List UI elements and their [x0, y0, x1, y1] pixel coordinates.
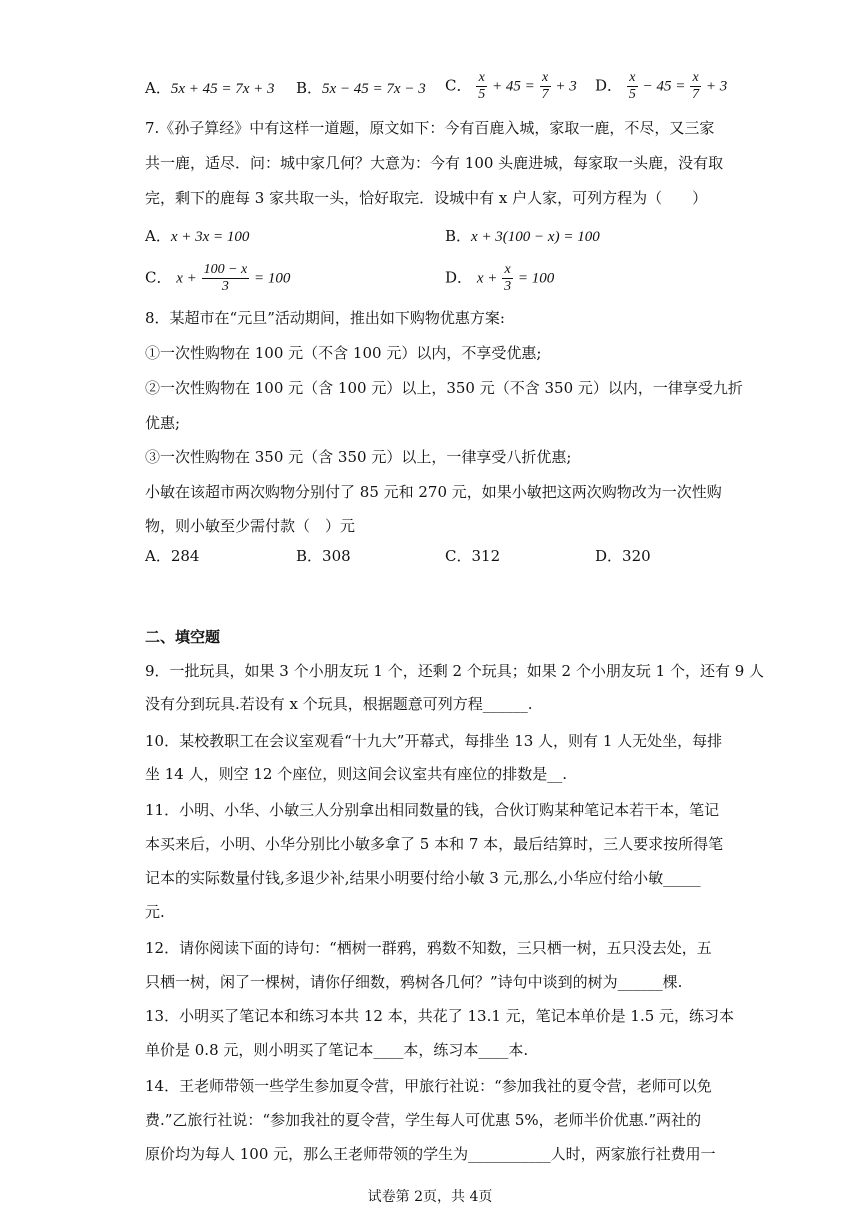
page-footer: 试卷第 2页，共 4页	[367, 1189, 493, 1205]
q9-line-1: 9．一批玩具，如果 3 个小朋友玩 1 个，还剩 2 个玩具；如果 2 个小朋友玩 1 个，还有 9 人	[145, 662, 765, 680]
q10-line-2: 坐 14 人，则空 12 个座位，则这间会议室共有座位的排数是__.	[145, 765, 568, 783]
q6-option-a-equation: 5x + 45 = 7x + 3	[170, 81, 275, 97]
q11-line-3: 记本的实际数量付钱,多退少补,结果小明要付给小敏 3 元,那么,小华应付给小敏_____	[145, 869, 701, 887]
q8-line-6: 小敏在该超市两次购物分别付了 85 元和 270 元，如果小敏把这两次购物改为一次性购	[145, 483, 722, 501]
q12-line-1: 12．请你阅读下面的诗句：“栖树一群鸦，鸦数不知数，三只栖一树，五只没去处，五	[145, 939, 712, 957]
q6-option-d-label: D．	[595, 76, 623, 95]
q7-option-d	[445, 262, 554, 295]
q6-option-a-label: A．	[145, 79, 171, 97]
q7-option-c-label: C．	[145, 268, 172, 287]
q8-line-3: ②一次性购物在 100 元（含 100 元）以上，350 元（不含 350 元）以内，一律享受九折	[145, 379, 743, 397]
q14-line-1: 14．王老师带领一些学生参加夏令营，甲旅行社说：“参加我社的夏令营，老师可以免	[145, 1077, 712, 1095]
q14-line-3: 原价均为每人 100 元，那么王老师带领的学生为___________人时，两家旅行社费用一	[145, 1145, 716, 1163]
q6-c-end: + 3	[555, 78, 577, 95]
q13-line-2: 单价是 0.8 元，则小明买了笔记本____本，练习本____本.	[145, 1041, 529, 1059]
q8-option-d: D．320	[595, 547, 651, 565]
q6-d-fraction-1: $\frac{x}{5}$	[628, 70, 636, 102]
q6-d-end: + 3	[705, 78, 728, 95]
q7-option-a-label: A．	[145, 227, 171, 245]
q6-option-a	[145, 78, 275, 99]
q8-line-7: 物，则小敏至少需付款（ ）元	[145, 517, 356, 535]
q7-option-c	[145, 262, 290, 295]
q7-option-b-label: B．	[445, 227, 472, 245]
q7-option-a-equation: x + 3x = 100	[170, 229, 250, 245]
q6-d-fraction-2: $\frac{x}{7}$	[692, 70, 700, 102]
q7-c-post: = 100	[254, 270, 291, 287]
q6-option-b-label: B．	[296, 79, 323, 97]
q7-line-3: 完，剩下的鹿每 3 家共取一头，恰好取完．设城中有 x 户人家，可列方程为（ ）	[145, 189, 708, 207]
q6-c-fraction-2: $\frac{x}{7}$	[541, 70, 549, 102]
q8-line-5: ③一次性购物在 350 元（含 350 元）以上，一律享受八折优惠;	[145, 448, 572, 466]
q9-line-2: 没有分到玩具.若设有 x 个玩具，根据题意可列方程______.	[145, 695, 533, 713]
q8-option-c: C．312	[445, 547, 501, 565]
q7-option-b-equation: x + 3(100 − x) = 100	[471, 229, 600, 245]
q8-line-1: 8．某超市在“元旦”活动期间，推出如下购物优惠方案:	[145, 309, 505, 327]
q11-line-1: 11．小明、小华、小敏三人分别拿出相同数量的钱，合伙订购某种笔记本若干本，笔记	[145, 801, 720, 819]
q7-c-fraction: $\frac{100 - x}{3}$	[203, 262, 248, 294]
q6-option-b-equation: 5x − 45 = 7x − 3	[322, 81, 426, 97]
q6-option-c	[445, 70, 577, 103]
q6-option-b	[296, 78, 426, 99]
q7-option-a	[145, 226, 249, 247]
q11-line-2: 本买来后，小明、小华分别比小敏多拿了 5 本和 7 本，最后结算时，三人要求按所得笔	[145, 835, 724, 853]
section-title: 二、填空题	[145, 628, 221, 646]
q13-line-1: 13．小明买了笔记本和练习本共 12 本，共花了 13.1 元，笔记本单价是 1.5 元，练习本	[145, 1007, 735, 1025]
q6-c-mid: + 45 =	[492, 78, 535, 95]
q6-c-fraction-1: $\frac{x}{5}$	[478, 70, 486, 102]
q7-d-fraction: $\frac{x}{3}$	[504, 262, 512, 294]
q7-option-d-label: D．	[445, 268, 473, 287]
q10-line-1: 10．某校教职工在会议室观看“十九大”开幕式，每排坐 13 人，则有 1 人无处坐，每排	[145, 732, 723, 750]
q14-line-2: 费.”乙旅行社说：“参加我社的夏令营，学生每人可优惠 5%，老师半价优惠.”两社的	[145, 1111, 702, 1129]
q11-line-4: 元.	[145, 903, 165, 921]
q8-option-a: A．284	[145, 547, 200, 565]
q6-option-d	[595, 70, 727, 103]
q6-d-mid: − 45 =	[642, 78, 686, 95]
q7-c-pre: x +	[176, 270, 197, 287]
q7-line-1: 7.《孙子算经》中有这样一道题，原文如下：今有百鹿入城，家取一鹿，不尽，又三家	[145, 119, 715, 137]
q12-line-2: 只栖一树，闲了一棵树，请你仔细数，鸦树各几何？”诗句中谈到的树为______棵.	[145, 973, 683, 991]
q7-d-pre: x +	[476, 270, 498, 287]
q8-line-2: ①一次性购物在 100 元（不含 100 元）以内，不享受优惠;	[145, 344, 542, 362]
q6-option-c-label: C．	[445, 76, 472, 95]
q8-option-b: B．308	[296, 547, 351, 565]
q7-option-b	[445, 226, 600, 247]
q7-line-2: 共一鹿，适尽．问：城中家几何？大意为：今有 100 头鹿进城，每家取一头鹿，没有取	[145, 154, 724, 172]
q7-d-post: = 100	[517, 270, 555, 287]
q8-line-4: 优惠;	[145, 414, 181, 432]
